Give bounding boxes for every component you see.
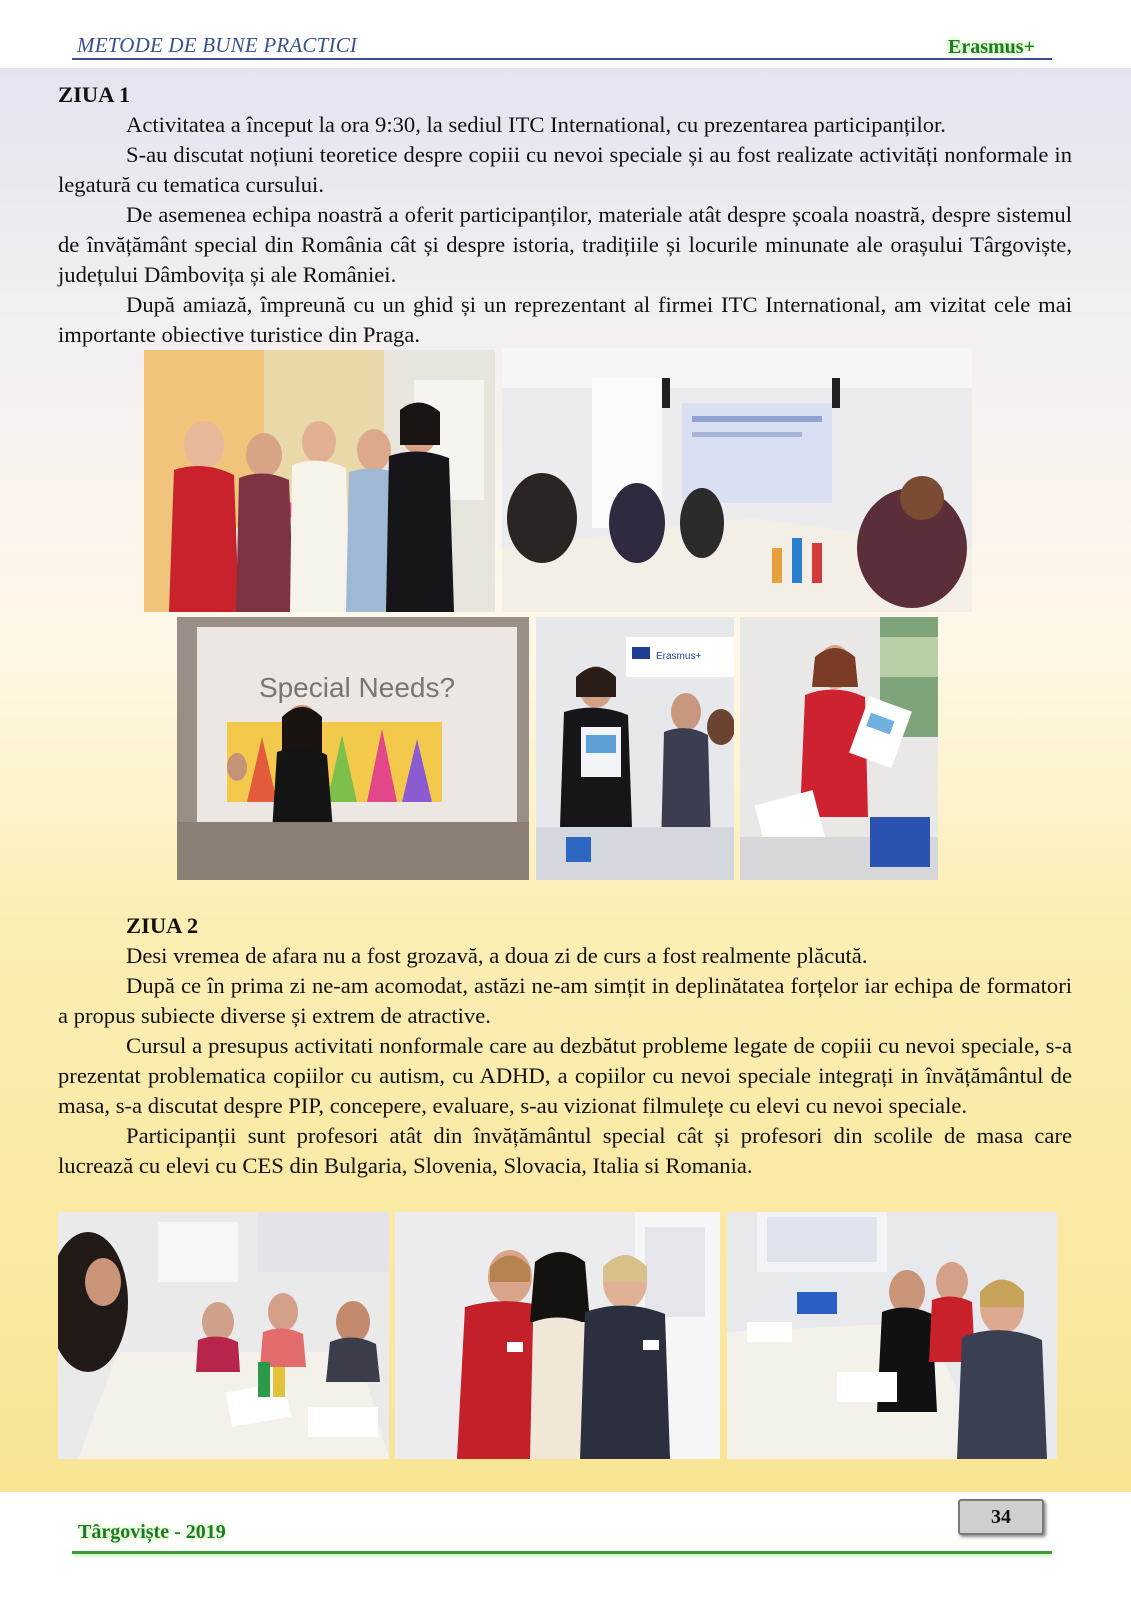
day2-paragraph: Participanții sunt profesori atât din învățământul special cât și profesori din scolile de masa care lucrează cu elevi cu CES din Bulgaria, Slovenia, Slovacia, Italia si Romania. — [58, 1123, 1072, 1178]
photo-group-at-table — [144, 350, 495, 612]
day2-section — [58, 911, 1072, 1181]
day1-paragraph: De asemenea echipa noastră a oferit participanților, materiale atât despre școala noastră, despre sistemul de învățământ special din România cât și despre istoria, tradițiile și locurile minunate ale orașului Târgoviște, județului Dâmbovița și ale României. — [58, 202, 1072, 287]
photo-participant-materials — [536, 617, 734, 880]
header-title: METODE DE BUNE PRACTICI — [77, 33, 358, 57]
day2-paragraph: Cursul a presupus activitati nonformale care au dezbătut probleme legate de copiii cu nevoi speciale, s-a prezentat problematica copiilor cu autism, cu ADHD, a copiilor cu nevoi speciale integrați in învățământul de masa, s-a discutat despre PIP, concepere, evaluare, s-au vizionat filmulețe cu elevi cu nevoi speciale. — [58, 1033, 1072, 1118]
photo-classroom-presentation — [502, 348, 972, 612]
photo-participant-papers — [740, 617, 938, 880]
day2-paragraph: Desi vremea de afara nu a fost grozavă, a doua zi de curs a fost realmente plăcută. — [126, 943, 868, 968]
footer-divider — [72, 1551, 1052, 1554]
footer-location-year: Târgoviște - 2019 — [78, 1521, 226, 1543]
day1-paragraph: Activitatea a început la ora 9:30, la sediul ITC International, cu prezentarea participanților. — [126, 112, 946, 137]
day1-paragraph: S-au discutat noțiuni teoretice despre copiii cu nevoi speciale și au fost realizate activități nonformale in legatură cu tematica cursului. — [58, 142, 1072, 197]
day1-section — [58, 80, 1072, 350]
day2-title: ZIUA 2 — [126, 913, 199, 938]
header-divider — [72, 58, 1052, 60]
photo-workshop-table — [58, 1212, 389, 1459]
photo-special-needs-slide — [177, 617, 529, 880]
photo-group-work — [727, 1212, 1057, 1459]
header-program-label: Erasmus+ — [948, 36, 1035, 58]
day1-paragraph: După amiază, împreună cu un ghid și un reprezentant al firmei ITC International, am vizitat cele mai importante obiective turistice din Praga. — [58, 292, 1072, 347]
erasmus-banner: Erasmus+ — [656, 651, 702, 662]
day2-paragraph: După ce în prima zi ne-am acomodat, astăzi ne-am simțit in deplinătatea forțelor iar echipa de formatori a propus subiecte diverse și extrem de atractive. — [58, 973, 1072, 1028]
slide-title: Special Needs? — [258, 672, 456, 703]
page-number: 34 — [958, 1499, 1044, 1535]
photo-three-participants — [395, 1212, 720, 1459]
day1-title: ZIUA 1 — [58, 82, 131, 107]
